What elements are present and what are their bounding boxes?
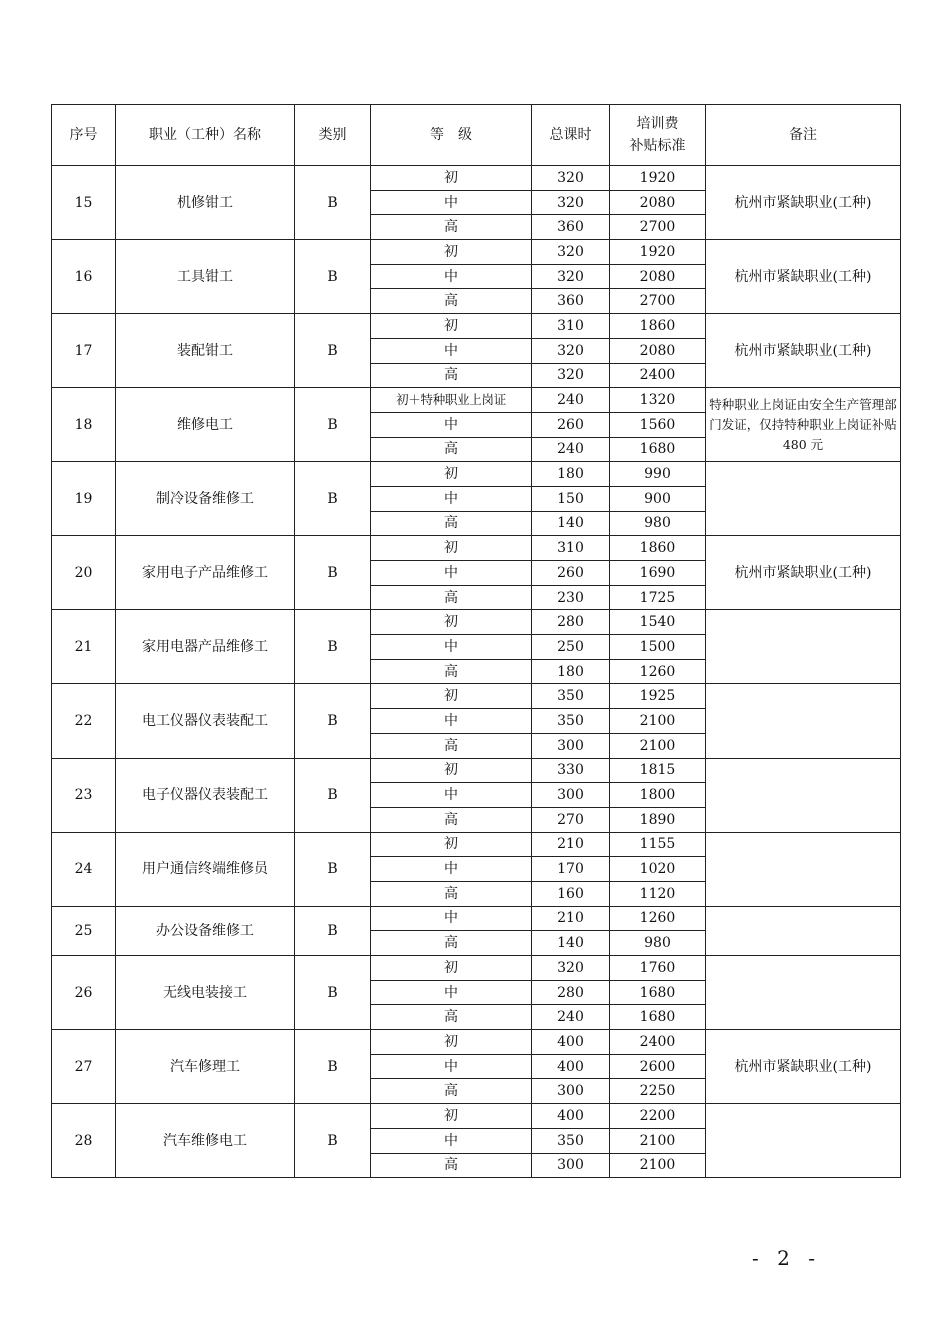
cell-note: 杭州市紧缺职业(工种) <box>706 536 901 610</box>
cell-subsidy: 2080 <box>610 190 706 215</box>
table-row <box>52 1104 901 1129</box>
cell-subsidy: 1800 <box>610 783 706 808</box>
cell-subsidy: 1680 <box>610 980 706 1005</box>
cell-level: 初 <box>371 1104 532 1129</box>
cell-level: 高 <box>371 1005 532 1030</box>
table-row <box>52 758 901 783</box>
cell-hours: 320 <box>532 363 610 388</box>
cell-hours: 300 <box>532 783 610 808</box>
cell-name: 家用电子产品维修工 <box>116 536 295 610</box>
cell-hours: 400 <box>532 1054 610 1079</box>
cell-level: 高 <box>371 289 532 314</box>
subsidy-table <box>51 104 901 1178</box>
cell-level: 中 <box>371 906 532 931</box>
cell-name: 机修钳工 <box>116 166 295 240</box>
cell-hours: 310 <box>532 536 610 561</box>
header-level <box>371 105 532 166</box>
cell-subsidy: 990 <box>610 462 706 487</box>
cell-category: B <box>295 610 371 684</box>
table-row <box>52 462 901 487</box>
cell-note <box>706 610 901 684</box>
cell-hours: 180 <box>532 462 610 487</box>
cell-name: 家用电器产品维修工 <box>116 610 295 684</box>
cell-level: 高 <box>371 807 532 832</box>
cell-seq: 20 <box>52 536 116 610</box>
cell-subsidy: 1020 <box>610 857 706 882</box>
cell-level: 高 <box>371 659 532 684</box>
cell-level: 高 <box>371 511 532 536</box>
cell-hours: 330 <box>532 758 610 783</box>
cell-subsidy: 2080 <box>610 338 706 363</box>
cell-level: 高 <box>371 1079 532 1104</box>
cell-subsidy: 1860 <box>610 314 706 339</box>
cell-note <box>706 462 901 536</box>
cell-category: B <box>295 1104 371 1178</box>
header-row <box>52 105 901 166</box>
cell-subsidy: 2400 <box>610 363 706 388</box>
cell-note: 杭州市紧缺职业(工种) <box>706 314 901 388</box>
cell-level: 中 <box>371 1128 532 1153</box>
cell-name: 电工仪器仪表装配工 <box>116 684 295 758</box>
table-row <box>52 166 901 191</box>
cell-hours: 320 <box>532 166 610 191</box>
cell-hours: 270 <box>532 807 610 832</box>
cell-level: 初 <box>371 610 532 635</box>
cell-subsidy: 1690 <box>610 561 706 586</box>
cell-level: 初 <box>371 314 532 339</box>
cell-subsidy: 2700 <box>610 289 706 314</box>
cell-hours: 320 <box>532 338 610 363</box>
cell-hours: 140 <box>532 931 610 956</box>
cell-level: 高 <box>371 363 532 388</box>
cell-seq: 27 <box>52 1030 116 1104</box>
cell-hours: 320 <box>532 264 610 289</box>
cell-hours: 320 <box>532 190 610 215</box>
header-level-char-1: 等 <box>430 127 444 143</box>
cell-level: 中 <box>371 561 532 586</box>
cell-hours: 350 <box>532 684 610 709</box>
cell-level: 初＋特种职业上岗证 <box>371 388 532 413</box>
cell-hours: 320 <box>532 956 610 981</box>
cell-note: 杭州市紧缺职业(工种) <box>706 166 901 240</box>
cell-seq: 22 <box>52 684 116 758</box>
cell-subsidy: 1725 <box>610 585 706 610</box>
cell-name: 制冷设备维修工 <box>116 462 295 536</box>
cell-hours: 320 <box>532 240 610 265</box>
table-row <box>52 610 901 635</box>
cell-hours: 350 <box>532 709 610 734</box>
cell-hours: 210 <box>532 906 610 931</box>
cell-level: 高 <box>371 931 532 956</box>
cell-hours: 250 <box>532 635 610 660</box>
cell-hours: 260 <box>532 412 610 437</box>
cell-subsidy: 2100 <box>610 709 706 734</box>
cell-hours: 140 <box>532 511 610 536</box>
page-number: - 2 - <box>752 1246 821 1270</box>
cell-name: 装配钳工 <box>116 314 295 388</box>
table-body <box>52 105 901 1178</box>
cell-subsidy: 2700 <box>610 215 706 240</box>
header-name: 职业（工种）名称 <box>116 105 295 166</box>
cell-hours: 360 <box>532 215 610 240</box>
cell-subsidy: 2100 <box>610 733 706 758</box>
cell-note <box>706 758 901 832</box>
cell-subsidy: 2600 <box>610 1054 706 1079</box>
cell-subsidy: 1320 <box>610 388 706 413</box>
cell-name: 无线电装接工 <box>116 956 295 1030</box>
cell-subsidy: 2200 <box>610 1104 706 1129</box>
cell-seq: 16 <box>52 240 116 314</box>
table-row <box>52 240 901 265</box>
cell-seq: 24 <box>52 832 116 906</box>
cell-seq: 26 <box>52 956 116 1030</box>
table-row <box>52 314 901 339</box>
cell-level: 初 <box>371 1030 532 1055</box>
cell-level: 初 <box>371 832 532 857</box>
cell-name: 汽车维修电工 <box>116 1104 295 1178</box>
cell-name: 工具钳工 <box>116 240 295 314</box>
cell-category: B <box>295 388 371 462</box>
cell-hours: 240 <box>532 437 610 462</box>
cell-hours: 400 <box>532 1030 610 1055</box>
header-subsidy-line2: 补贴标准 <box>629 138 686 154</box>
cell-note <box>706 956 901 1030</box>
cell-subsidy: 1560 <box>610 412 706 437</box>
cell-hours: 400 <box>532 1104 610 1129</box>
table-row <box>52 684 901 709</box>
cell-hours: 280 <box>532 610 610 635</box>
cell-subsidy: 980 <box>610 931 706 956</box>
cell-subsidy: 1680 <box>610 437 706 462</box>
cell-seq: 21 <box>52 610 116 684</box>
cell-hours: 230 <box>532 585 610 610</box>
cell-level: 中 <box>371 980 532 1005</box>
cell-name: 办公设备维修工 <box>116 906 295 955</box>
cell-level: 初 <box>371 166 532 191</box>
cell-subsidy: 1925 <box>610 684 706 709</box>
cell-subsidy: 2250 <box>610 1079 706 1104</box>
cell-subsidy: 1540 <box>610 610 706 635</box>
cell-note <box>706 906 901 955</box>
table-row <box>52 536 901 561</box>
cell-category: B <box>295 314 371 388</box>
cell-note: 特种职业上岗证由安全生产管理部门发证，仅持特种职业上岗证补贴 480 元 <box>706 388 901 462</box>
cell-seq: 28 <box>52 1104 116 1178</box>
cell-hours: 240 <box>532 1005 610 1030</box>
header-note: 备注 <box>706 105 901 166</box>
cell-seq: 25 <box>52 906 116 955</box>
cell-subsidy: 2100 <box>610 1128 706 1153</box>
cell-hours: 170 <box>532 857 610 882</box>
cell-seq: 19 <box>52 462 116 536</box>
cell-category: B <box>295 240 371 314</box>
table-row <box>52 956 901 981</box>
header-category: 类别 <box>295 105 371 166</box>
cell-hours: 180 <box>532 659 610 684</box>
header-seq: 序号 <box>52 105 116 166</box>
cell-subsidy: 1920 <box>610 240 706 265</box>
cell-hours: 240 <box>532 388 610 413</box>
cell-subsidy: 1815 <box>610 758 706 783</box>
cell-subsidy: 1500 <box>610 635 706 660</box>
cell-name: 电子仪器仪表装配工 <box>116 758 295 832</box>
cell-hours: 160 <box>532 881 610 906</box>
cell-hours: 300 <box>532 1153 610 1178</box>
cell-category: B <box>295 832 371 906</box>
cell-category: B <box>295 166 371 240</box>
table-row <box>52 388 901 413</box>
cell-level: 高 <box>371 881 532 906</box>
cell-level: 中 <box>371 338 532 363</box>
cell-category: B <box>295 684 371 758</box>
cell-seq: 17 <box>52 314 116 388</box>
cell-note <box>706 684 901 758</box>
cell-subsidy: 1890 <box>610 807 706 832</box>
table-row <box>52 906 901 931</box>
cell-subsidy: 2080 <box>610 264 706 289</box>
cell-level: 中 <box>371 486 532 511</box>
cell-subsidy: 1260 <box>610 906 706 931</box>
cell-level: 初 <box>371 684 532 709</box>
cell-level: 中 <box>371 190 532 215</box>
cell-seq: 23 <box>52 758 116 832</box>
header-subsidy-line1: 培训费 <box>636 116 679 132</box>
cell-category: B <box>295 906 371 955</box>
cell-subsidy: 1155 <box>610 832 706 857</box>
cell-level: 中 <box>371 1054 532 1079</box>
cell-category: B <box>295 1030 371 1104</box>
cell-category: B <box>295 462 371 536</box>
cell-level: 初 <box>371 462 532 487</box>
table-row <box>52 832 901 857</box>
cell-subsidy: 900 <box>610 486 706 511</box>
cell-level: 高 <box>371 1153 532 1178</box>
cell-level: 初 <box>371 536 532 561</box>
cell-hours: 280 <box>532 980 610 1005</box>
cell-category: B <box>295 956 371 1030</box>
cell-hours: 150 <box>532 486 610 511</box>
cell-hours: 300 <box>532 1079 610 1104</box>
cell-subsidy: 980 <box>610 511 706 536</box>
cell-hours: 300 <box>532 733 610 758</box>
cell-level: 初 <box>371 240 532 265</box>
cell-subsidy: 1260 <box>610 659 706 684</box>
cell-subsidy: 1120 <box>610 881 706 906</box>
cell-level: 中 <box>371 783 532 808</box>
cell-hours: 210 <box>532 832 610 857</box>
cell-level: 中 <box>371 264 532 289</box>
cell-level: 高 <box>371 437 532 462</box>
cell-category: B <box>295 758 371 832</box>
cell-note: 杭州市紧缺职业(工种) <box>706 240 901 314</box>
cell-level: 初 <box>371 758 532 783</box>
header-level-char-2: 级 <box>458 127 472 143</box>
cell-level: 高 <box>371 585 532 610</box>
cell-hours: 260 <box>532 561 610 586</box>
cell-name: 用户通信终端维修员 <box>116 832 295 906</box>
cell-level: 高 <box>371 733 532 758</box>
cell-note <box>706 1104 901 1178</box>
cell-level: 初 <box>371 956 532 981</box>
cell-name: 汽车修理工 <box>116 1030 295 1104</box>
cell-level: 中 <box>371 412 532 437</box>
cell-level: 中 <box>371 709 532 734</box>
cell-subsidy: 2100 <box>610 1153 706 1178</box>
cell-subsidy: 2400 <box>610 1030 706 1055</box>
cell-subsidy: 1920 <box>610 166 706 191</box>
cell-seq: 18 <box>52 388 116 462</box>
cell-note: 杭州市紧缺职业(工种) <box>706 1030 901 1104</box>
cell-level: 中 <box>371 635 532 660</box>
cell-hours: 360 <box>532 289 610 314</box>
header-hours: 总课时 <box>532 105 610 166</box>
cell-hours: 310 <box>532 314 610 339</box>
cell-subsidy: 1860 <box>610 536 706 561</box>
cell-subsidy: 1680 <box>610 1005 706 1030</box>
cell-category: B <box>295 536 371 610</box>
cell-hours: 350 <box>532 1128 610 1153</box>
table-row <box>52 1030 901 1055</box>
cell-level: 中 <box>371 857 532 882</box>
cell-subsidy: 1760 <box>610 956 706 981</box>
cell-level: 高 <box>371 215 532 240</box>
cell-note <box>706 832 901 906</box>
cell-seq: 15 <box>52 166 116 240</box>
cell-name: 维修电工 <box>116 388 295 462</box>
header-subsidy <box>610 105 706 166</box>
